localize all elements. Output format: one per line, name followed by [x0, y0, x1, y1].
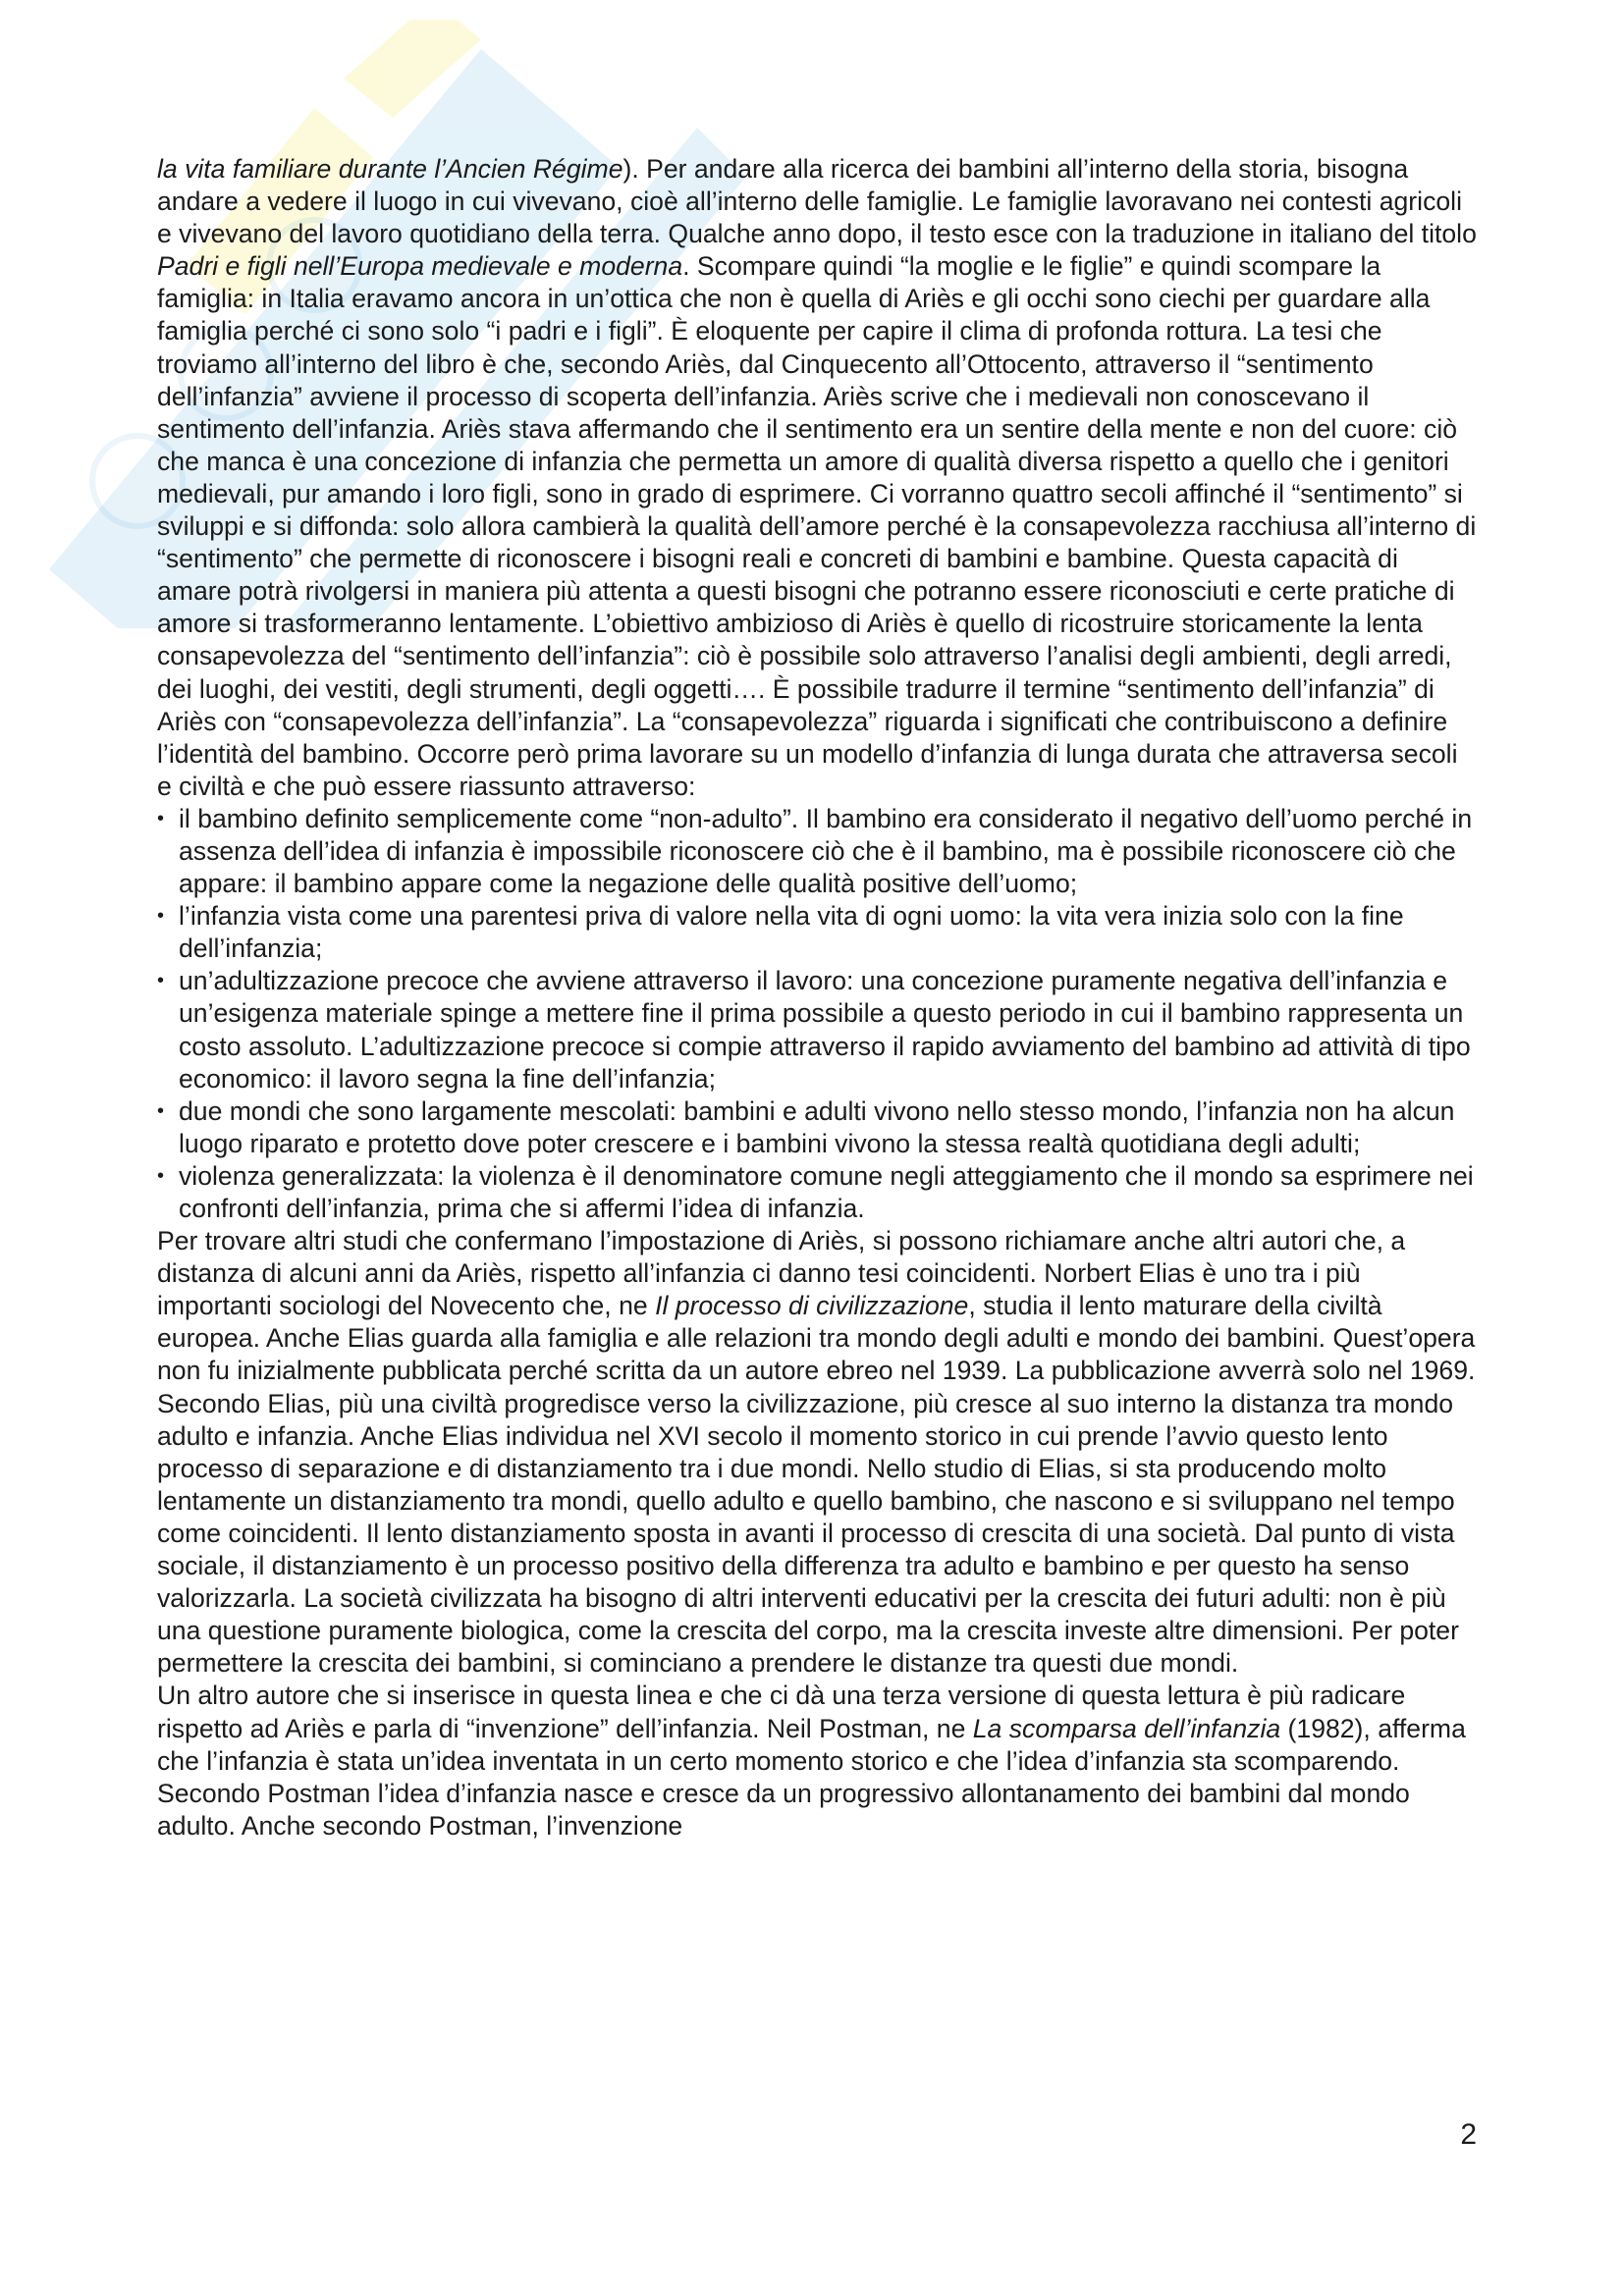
paragraph-text: . Scompare quindi “la moglie e le figlie” e quindi scompare la famiglia: in Italia eravamo ancora in un’ottica che non è quella di Ariès e gli occhi sono ciechi per guardare alla famiglia perché ci sono solo “i padri e i figli”. È eloquente per capire il clima di profonda rottura. La tesi che troviamo all’interno del libro è che, secondo Ariès, dal Cinquecento all’Ottocento, attraverso il “sentimento dell’infanzia” avviene il processo di scoperta dell’infanzia. Ariès scrive che i medievali non conoscevano il sentimento dell’infanzia. Ariès stava affermando che il sentimento era un sentire della mente e non del cuore: ciò che manca è una concezione di infanzia che permetta un amore di qualità diversa rispetto a quello che i genitori medievali, pur amando i loro figli, sono in grado di esprimere. Ci vorranno quattro secoli affinché il “sentimento” si sviluppi e si diffonda: solo allora cambierà la qualità dell’amore perché è la consapevolezza racchiusa all’interno di “sentimento” che permette di riconoscere i bisogni reali e concreti di bambini e bambine. Questa capacità di amare potrà rivolgersi in maniera più attenta a questi bisogni che potranno essere riconosciuti e certe pratiche di amore si trasformeranno lentamente. L’obiettivo ambizioso di Ariès è quello di ricostruire storicamente la lenta consapevolezza del “sentimento dell’infanzia”: ciò è possibile solo attraverso l’analisi degli ambienti, degli arredi, dei luoghi, dei vestiti, degli strumenti, degli oggetti…. È possibile tradurre il termine “sentimento dell’infanzia” di Ariès con “consapevolezza dell’infanzia”. La “consapevolezza” riguarda i significati che contribuiscono a definire l’identità del bambino. Occorre però prima lavorare su un modello d’infanzia di lunga durata che attraversa secoli e civiltà e che può essere riassunto attraverso: [157, 251, 1477, 801]
page-number: 2 [1460, 2118, 1477, 2151]
italic-title: la vita familiare durante l’Ancien Régime [157, 154, 623, 184]
italic-title: Il processo di civilizzazione [655, 1291, 969, 1321]
list-item: • il bambino definito semplicemente come “non-adulto”. Il bambino era considerato il negativo dell’uomo perché in assenza dell’idea di infanzia è impossibile riconoscere ciò che è il bambino, ma è possibile riconoscere ciò che appare: il bambino appare come la negazione delle qualità positive dell’uomo; [157, 803, 1479, 900]
paragraph-aries [157, 153, 1479, 803]
list-item: • l’infanzia vista come una parentesi priva di valore nella vita di ogni uomo: la vita vera inizia solo con la fine dell’infanzia; [157, 900, 1479, 965]
paragraph-text: (1982), afferma che l’infanzia è stata un’idea inventata in un certo momento storico e che l’idea d’infanzia sta scomparendo. Secondo Postman l’idea d’infanzia nasce e cresce da un progressivo allontanamento dei bambini dal mondo adulto. Anche secondo Postman, l’invenzione [157, 1713, 1466, 1841]
page-content [157, 153, 1479, 1842]
italic-title: La scomparsa dell’infanzia [972, 1713, 1281, 1743]
list-item: • un’adultizzazione precoce che avviene attraverso il lavoro: una concezione puramente negativa dell’infanzia e un’esigenza materiale spinge a mettere fine il prima possibile a questo periodo in cui il bambino rappresenta un costo assoluto. L’adultizzazione precoce si compie attraverso il rapido avviamento del bambino ad attività di tipo economico: il lavoro segna la fine dell’infanzia; [157, 965, 1479, 1095]
paragraph-text: ). Per andare alla ricerca dei bambini all’interno della storia, bisogna andare a vedere il luogo in cui vivevano, cioè all’interno delle famiglie. Le famiglie lavoravano nei contesti agricoli e vivevano del lavoro quotidiano della terra. Qualche anno dopo, il testo esce con la traduzione in italiano del titolo [157, 154, 1477, 249]
paragraph-text: , studia il lento maturare della civiltà europea. Anche Elias guarda alla famiglia e alle relazioni tra mondo degli adulti e mondo dei bambini. Quest’opera non fu inizialmente pubblicata perché scritta da un autore ebreo nel 1939. La pubblicazione avverrà solo nel 1969. Secondo Elias, più una civiltà progredisce verso la civilizzazione, più cresce al suo interno la distanza tra mondo adulto e infanzia. Anche Elias individua nel XVI secolo il momento storico in cui prende l’avvio questo lento processo di separazione e di distanziamento tra i due mondi. Nello studio di Elias, si sta producendo molto lentamente un distanziamento tra mondi, quello adulto e quello bambino, che nascono e si sviluppano nel tempo come coincidenti. Il lento distanziamento sposta in avanti il processo di crescita di una società. Dal punto di vista sociale, il distanziamento è un processo positivo della differenza tra adulto e bambino e per questo ha senso valorizzarla. La società civilizzata ha bisogno di altri interventi educativi per la crescita dei futuri adulti: non è più una questione puramente biologica, come la crescita del corpo, ma la crescita investe altre dimensioni. Per poter permettere la crescita dei bambini, si cominciano a prendere le distanze tra questi due mondi. [157, 1291, 1476, 1679]
paragraph-text: Un altro autore che si inserisce in questa linea e che ci dà una terza versione di questa lettura è più radicare rispetto ad Ariès e parla di “invenzione” dell’infanzia. Neil Postman, ne [157, 1681, 1406, 1743]
italic-title: Padri e figli nell’Europa medievale e moderna [157, 251, 683, 282]
bullet-list [157, 803, 1479, 1225]
paragraph-text: Per trovare altri studi che confermano l’impostazione di Ariès, si possono richiamare anche altri autori che, a distanza di alcuni anni da Ariès, rispetto all’infanzia ci danno tesi coincidenti. Norbert Elias è uno tra i più importanti sociologi del Novecento che, ne [157, 1226, 1406, 1321]
paragraph-postman [157, 1680, 1479, 1842]
list-item: • violenza generalizzata: la violenza è il denominatore comune negli atteggiamento che il mondo sa esprimere nei confronti dell’infanzia, prima che si affermi l’idea di infanzia. [157, 1160, 1479, 1225]
list-item: • due mondi che sono largamente mescolati: bambini e adulti vivono nello stesso mondo, l’infanzia non ha alcun luogo riparato e protetto dove poter crescere e i bambini vivono la stessa realtà quotidiana degli adulti; [157, 1095, 1479, 1160]
paragraph-elias [157, 1225, 1479, 1680]
